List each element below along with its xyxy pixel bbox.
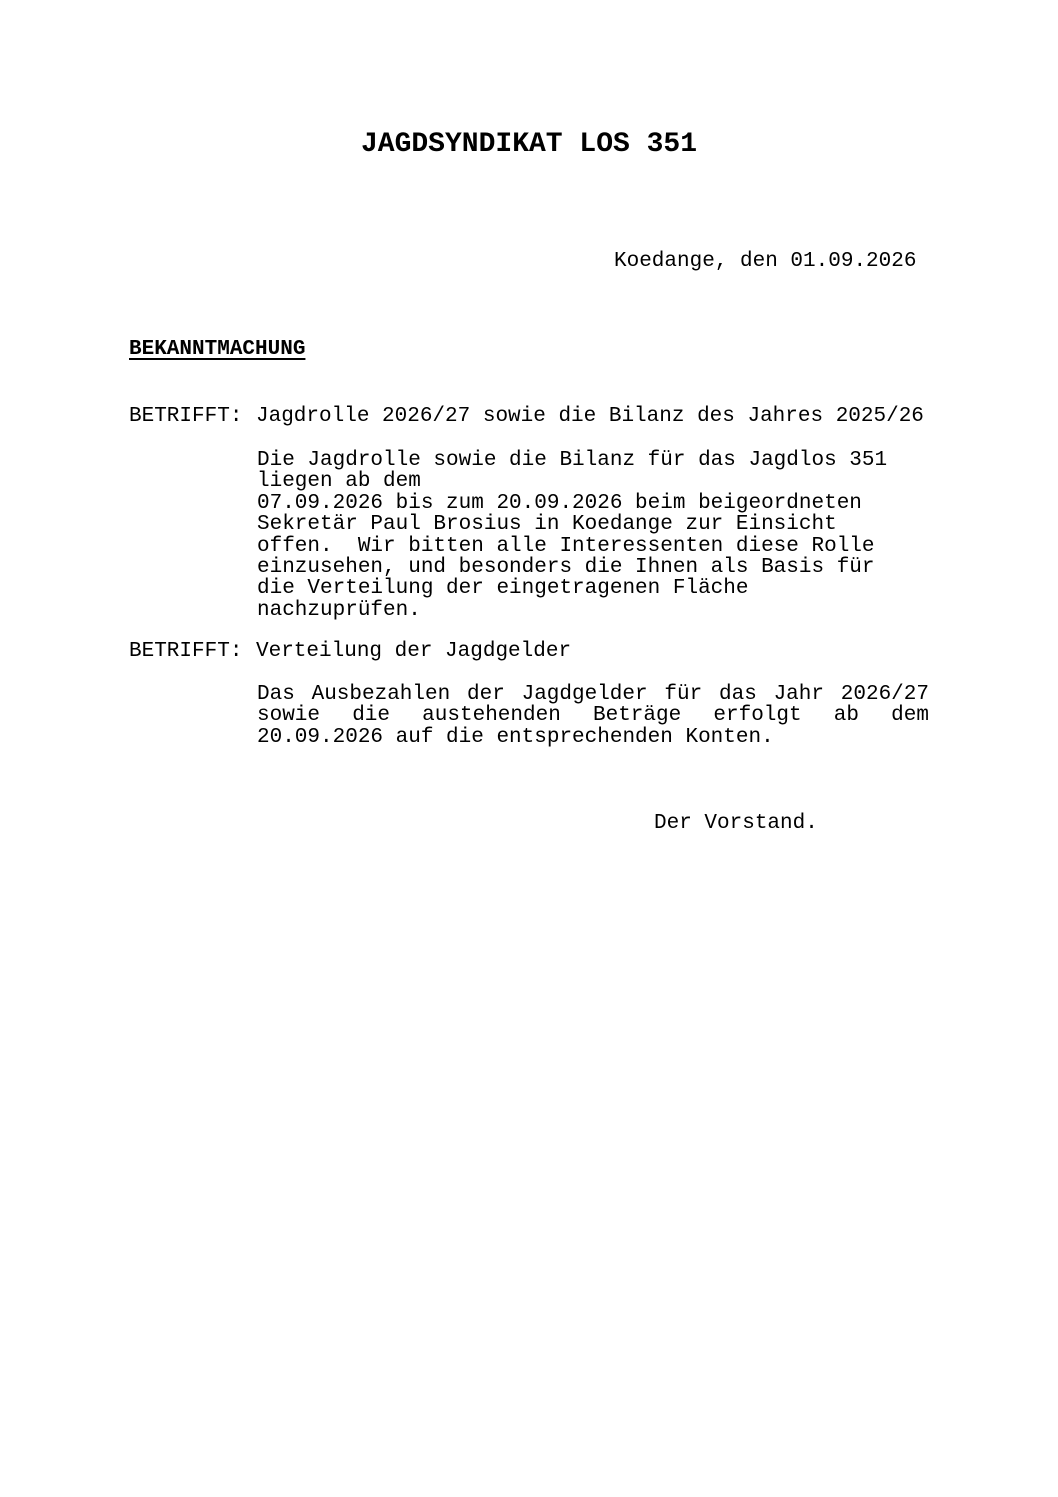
subject-label: BETRIFFT:: [129, 405, 243, 428]
signature: Der Vorstand.: [654, 812, 818, 835]
document-title: JAGDSYNDIKAT LOS 351: [360, 129, 698, 160]
section-1-body: [257, 450, 929, 621]
body-line: 07.09.2026 bis zum 20.09.2026 beim beigeordneten: [257, 491, 862, 515]
body-line: 20.09.2026 auf die entsprechenden Konten.: [257, 725, 774, 749]
subject-text: Verteilung der Jagdgelder: [256, 640, 572, 663]
body-line: offen. Wir bitten alle Interessenten diese Rolle: [257, 534, 875, 558]
dateline: Koedange, den 01.09.2026: [614, 250, 917, 273]
section-2-body: [257, 684, 929, 748]
subject-line-1: [129, 404, 924, 430]
subject-text: Jagdrolle 2026/27 sowie die Bilanz des Jahres 2025/26: [256, 405, 924, 428]
body-line: Die Jagdrolle sowie die Bilanz für das Jagdlos 351: [257, 449, 888, 472]
body-line: liegen ab dem: [257, 470, 421, 494]
body-line: die Verteilung der eingetragenen Fläche: [257, 577, 749, 601]
announcement-heading: BEKANNTMACHUNG: [129, 338, 306, 361]
subject-line-2: [129, 639, 571, 665]
body-line: Sekretär Paul Brosius in Koedange zur Einsicht: [257, 513, 837, 537]
body-line: sowie die austehenden Beträge erfolgt ab dem: [257, 704, 929, 728]
subject-label: BETRIFFT:: [129, 640, 243, 663]
body-line: nachzuprüfen.: [257, 598, 421, 622]
body-line: einzusehen, und besonders die Ihnen als Basis für: [257, 556, 875, 580]
body-line: Das Ausbezahlen der Jagdgelder für das Jahr 2026/27: [257, 683, 929, 706]
